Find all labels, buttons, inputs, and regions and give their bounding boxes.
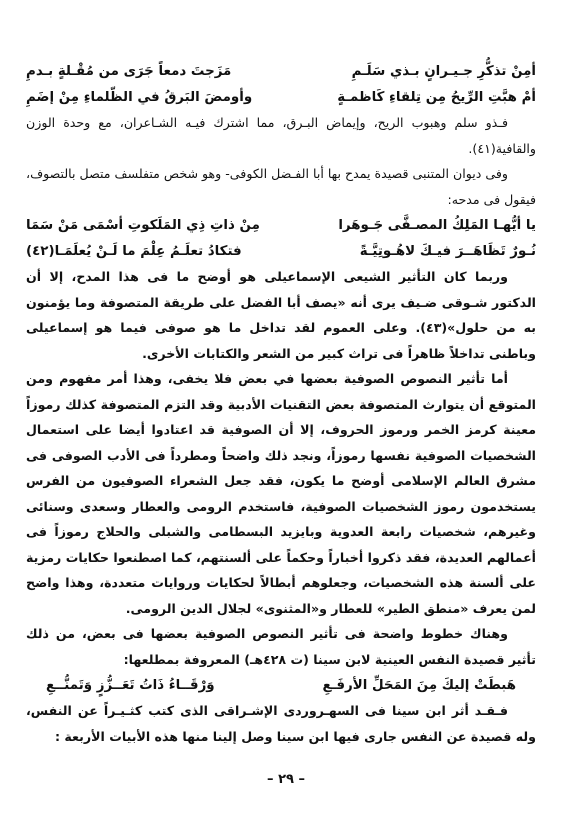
hemistich-left: فتكادُ تعلَـمُ عِلْمَ ما لَـنْ يُعلَمَـا(٤٢) <box>26 243 242 259</box>
hemistich-right: يا أيُّهـا المَلِكُ المصـفَّى جَـوهَرا <box>338 217 536 233</box>
verse-block-1 <box>26 58 536 110</box>
hemistich-right: هَبطَتْ إليكَ مِنَ المَحَلِّ الأرفَـعِ <box>322 677 516 693</box>
verse-line <box>26 238 536 264</box>
paragraph: وهناك خطوط واضحة فى تأثير النصوص الصوفية بعضها فى بعض، من ذلك تأثير قصيدة النفس العينية لابن سينا (ت ٤٢٨هـ) المعروفة بمطلعها: <box>26 626 536 667</box>
page-body <box>26 58 536 749</box>
paragraph: فـقـد أثر ابن سينا فى السهـروردى الإشـراقى الذى كتب كثـيـراً عن النفس، وله قصيدة عن النفس جارى فيها ابن سينا وصل إلينا منها هذه الأبيات الأربعة : <box>26 703 536 744</box>
hemistich-right: أمْ هبَّتِ الرِّيحُ مِن تِلقاءِ كَاظمـةٍ <box>337 89 536 105</box>
verse-line <box>26 58 536 84</box>
hemistich-right: أمِنْ تذكُّرِ جـيـرانٍ بـذي سَلَـمِ <box>351 63 536 79</box>
hemistich-left: مِنْ ذاتِ ذِي المَلَكوتِ أسْمَى مَنْ سَمَا <box>26 217 260 233</box>
hemistich-left: وَرْقَــاءُ ذَاتُ تَعَــزُّزٍ وَتَمنُّــعِ <box>46 677 215 693</box>
paragraph: فـذو سلم وهبوب الريح، وإيماض البـرق، مما اشترك فيـه الشـاعران، مع وحدة الوزن والقافية(٤١). <box>26 115 536 156</box>
paragraph: أما تأثير النصوص الصوفية بعضها في بعض فلا يخفى، وهذا أمر مفهوم ومن المتوقع أن يتوارث المتصوفة بعض التقنيات الأدبية وقد التزم المتصوفة كذلك رموزاً معينة كرمز الخمر ورموز الحروف، إلا أن الصوفية قد اعتادوا أيضا على استعمال الشخصيات الصوفية نفسها رموزاً، ونجد ذلك واضحاً ومطرداً فى الأدب الصوفى فى مشرق العالم الإسلامى أوضح ما يكون، فقد جعل الشعراء الصوفيون من الفرس يستخدمون رموز الشخصيات الصوفية، فاستخدم الرومى والعطار وسعدى وسنائى وغيرهم، شخصيات رابعة العدوية وبايزيد البسطامى والشبلى والحلاج رموزاً فى أعمالهم العديدة، فقد ذكروا أخباراً وحكماً على ألسنتهم، كما اصطنعوا حكايات رمزية على ألسنة هذه الشخصيات، وجعلوهم أبطالاً لحكايات وروايات متعددة، وهذا واضح لمن يعرف «منطق الطير» للعطار و«المثنوى» لجلال الدين الرومى. <box>26 371 536 616</box>
page-number: – ٢٩ – <box>267 772 305 787</box>
verse-line <box>26 212 536 238</box>
verse-line <box>26 84 536 110</box>
hemistich-left: وأومضَ البَرقُ في الظّلماءِ مِنْ إضَمِ <box>26 89 253 105</box>
verse-block-2 <box>26 212 536 264</box>
verse-line <box>26 672 536 698</box>
paragraph: وفى ديوان المتنبى قصيدة يمدح بها أبا الفـضل الكوفى- وهو شخص متفلسف متصل بالتصوف، فيقول فى مدحه: <box>26 166 536 207</box>
hemistich-right: نُـورٌ تَظَاهَــرَ فيـكَ لاهُـوتِيَّـةً <box>359 243 536 259</box>
hemistich-left: مَزَجتَ دمعاً جَرَى من مُقْـلةٍ بـدمِ <box>26 63 232 79</box>
paragraph: وربما كان التأثير الشيعى الإسماعيلى هو أوضح ما فى هذا المدح، إلا أن الدكتور شـوقى ضـيف يرى أنه «يصف أبا الفضل على طريقة المتصوفة وما يؤمنون به من حلول»(٤٣). وعلى العموم لقد تداخل ما هو صوفى فيما هو إسماعيلى وباطنى تداخلاً ظاهراً فى تراث كبير من الشعر والكتابات الأخرى. <box>26 269 536 361</box>
